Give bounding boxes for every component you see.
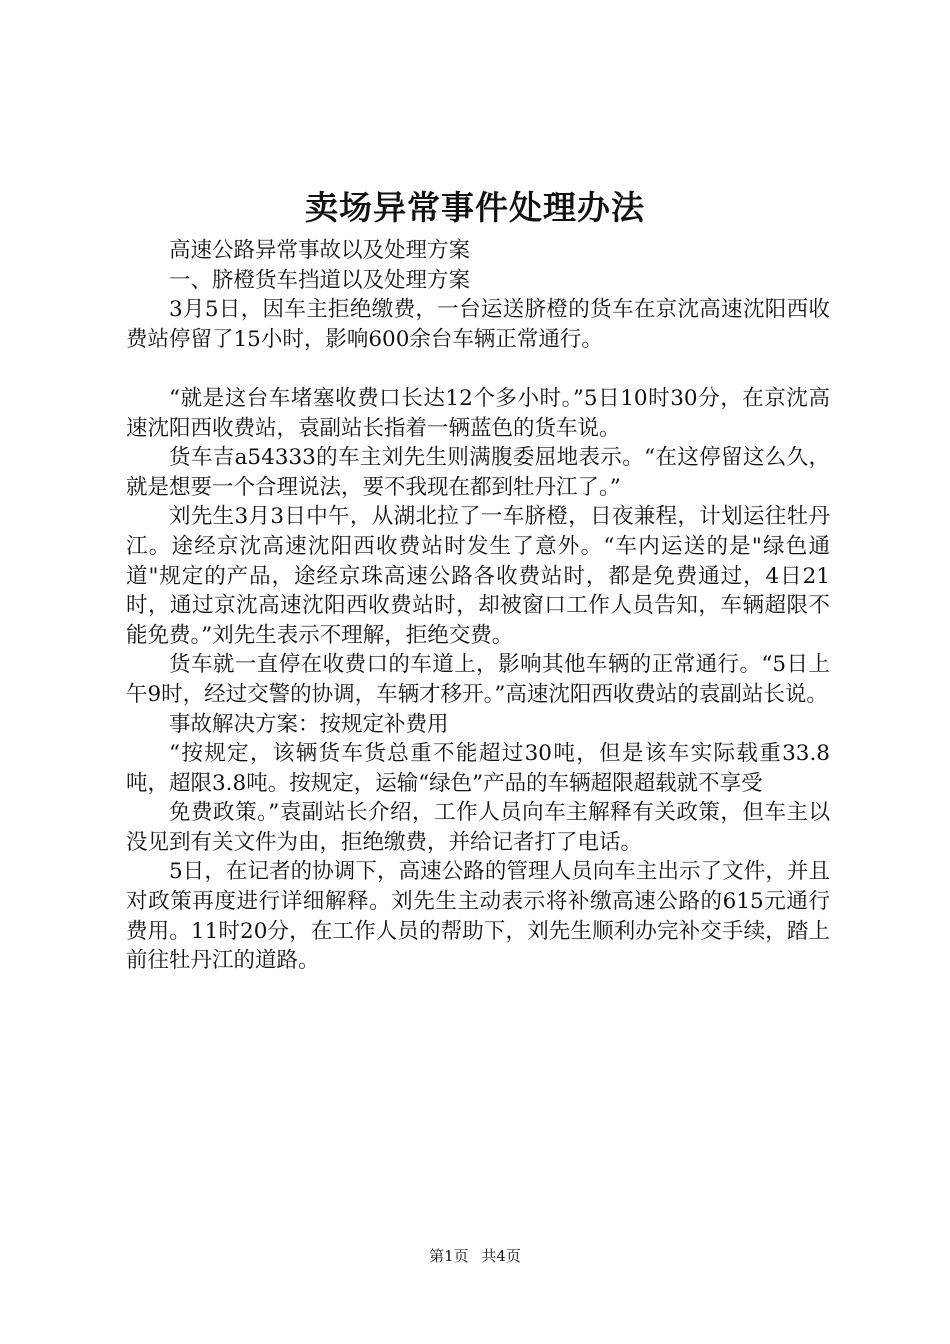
paragraph-11: 5日，在记者的协调下，高速公路的管理人员向车主出示了文件，并且对政策再度进行详细解释。刘先生主动表示将补缴高速公路的615元通行费用。11时20分，在工作人员的帮助下，刘先生顺利办完补交手续，踏上前往牡丹江的道路。 <box>126 859 830 974</box>
document-body <box>126 236 830 976</box>
page-number: 第1页 <box>429 1247 469 1265</box>
paragraph-9: “按规定，该辆货车货总重不能超过30吨，但是该车实际载重33.8吨，超限3.8吨。按规定，运输“绿色”产品的车辆超限超载就不享受 <box>126 741 830 796</box>
paragraph-6: 刘先生3月3日中午，从湖北拉了一车脐橙，日夜兼程，计划运往牡丹江。途经京沈高速沈阳西收费站时发生了意外。“车内运送的是"绿色通道"规定的产品，途经京珠高速公路各收费站时，都是免费通过，4日21时，通过京沈高速沈阳西收费站时，却被窗口工作人员告知，车辆超限不能免费。”刘先生表示不理解，拒绝交费。 <box>126 504 830 648</box>
page-footer <box>0 1246 950 1266</box>
paragraph-8: 事故解决方案：按规定补费用 <box>169 711 449 737</box>
paragraph-1: 高速公路异常事故以及处理方案 <box>169 238 471 263</box>
paragraph-3: 3月5日，因车主拒绝缴费，一台运送脐橙的货车在京沈高速沈阳西收费站停留了15小时，影响600余台车辆正常通行。 <box>126 297 830 352</box>
document-title: 卖场异常事件处理办法 <box>305 188 645 227</box>
paragraph-5: 货车吉a54333的车主刘先生则满腹委屈地表示。“在这停留这么久，就是想要一个合理说法，要不我现在都到牡丹江了。” <box>126 445 830 500</box>
page-total: 共4页 <box>481 1247 521 1265</box>
paragraph-7: 货车就一直停在收费口的车道上，影响其他车辆的正常通行。“5日上午9时，经过交警的协调，车辆才移开。”高速沈阳西收费站的袁副站长说。 <box>126 652 830 707</box>
paragraph-2: 一、脐橙货车挡道以及处理方案 <box>169 267 471 293</box>
paragraph-4: “就是这台车堵塞收费口长达12个多小时。”5日10时30分，在京沈高速沈阳西收费站，袁副站长指着一辆蓝色的货车说。 <box>126 385 830 441</box>
paragraph-10: 免费政策。”袁副站长介绍，工作人员向车主解释有关政策，但车主以没见到有关文件为由，拒绝缴费，并给记者打了电话。 <box>126 800 830 855</box>
